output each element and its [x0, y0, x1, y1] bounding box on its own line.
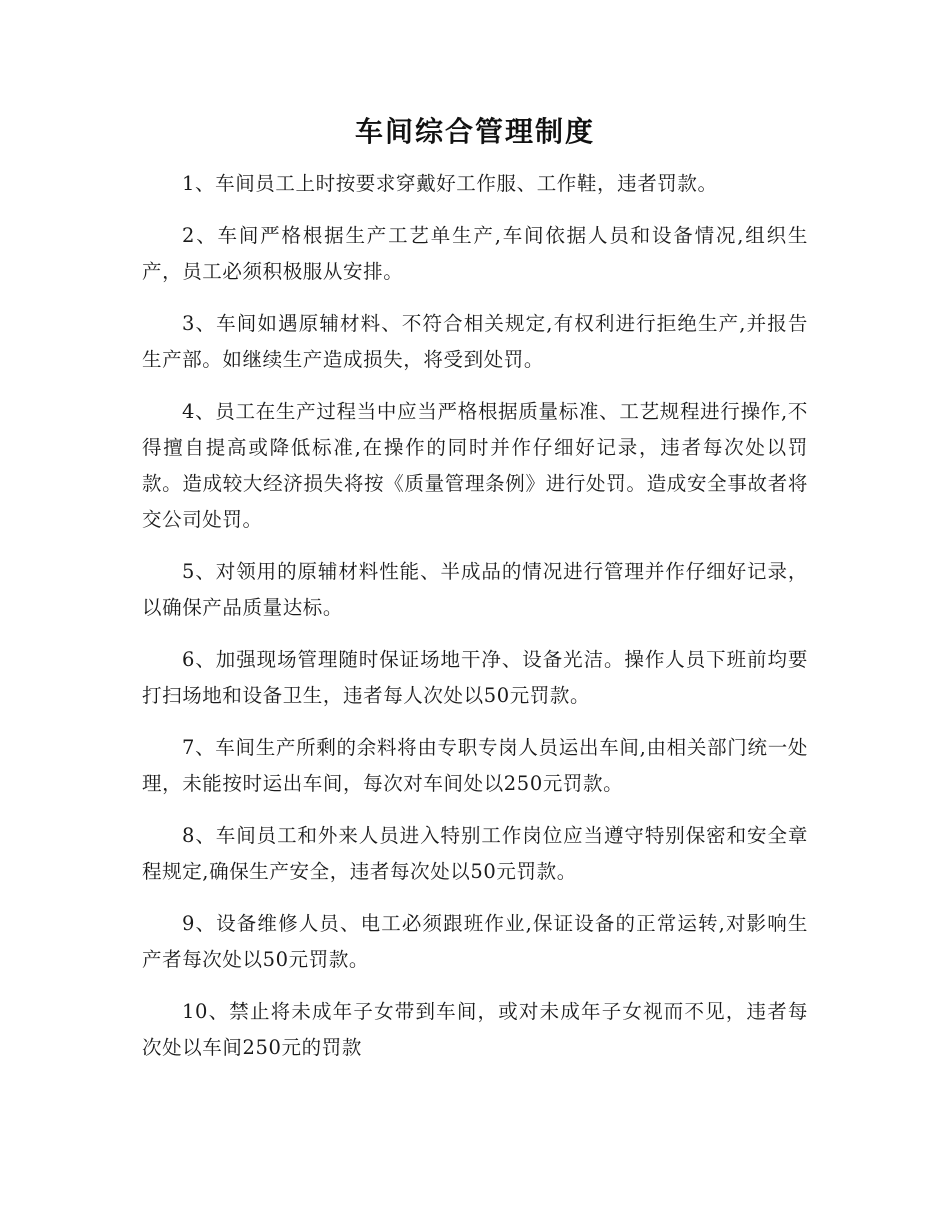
rule-paragraph-8: 8、车间员工和外来人员进入特别工作岗位应当遵守特别保密和安全章程规定,确保生产安全，违者每次处以50元罚款。	[142, 824, 808, 883]
rule-paragraph-6: 6、加强现场管理随时保证场地干净、设备光洁。操作人员下班前均要打扫场地和设备卫生，违者每人次处以50元罚款。	[142, 648, 808, 707]
rule-paragraph-10: 10、禁止将未成年子女带到车间，或对未成年子女视而不见，违者每次处以车间250元的罚款	[142, 1000, 808, 1059]
rule-paragraph-4: 4、员工在生产过程当中应当严格根据质量标准、工艺规程进行操作,不得擅自提高或降低标准,在操作的同时并作仔细好记录，违者每次处以罚款。造成较大经济损失将按《质量管理条例》进行处罚。造成安全事故者将交公司处罚。	[142, 400, 808, 531]
document-body	[142, 166, 808, 1082]
rule-paragraph-3: 3、车间如遇原辅材料、不符合相关规定,有权利进行拒绝生产,并报告生产部。如继续生产造成损失，将受到处罚。	[142, 312, 808, 371]
rule-paragraph-9: 9、设备维修人员、电工必须跟班作业,保证设备的正常运转,对影响生产者每次处以50元罚款。	[142, 912, 808, 971]
rule-paragraph-2: 2、车间严格根据生产工艺单生产,车间依据人员和设备情况,组织生产，员工必须积极服从安排。	[142, 224, 808, 283]
rule-paragraph-7: 7、车间生产所剩的余料将由专职专岗人员运出车间,由相关部门统一处理，未能按时运出车间，每次对车间处以250元罚款。	[142, 736, 808, 795]
rule-paragraph-5: 5、对领用的原辅材料性能、半成品的情况进行管理并作仔细好记录，以确保产品质量达标。	[142, 560, 808, 619]
rule-paragraph-1: 1、车间员工上时按要求穿戴好工作服、工作鞋，违者罚款。	[182, 172, 718, 195]
document-title: 车间综合管理制度	[354, 115, 595, 148]
